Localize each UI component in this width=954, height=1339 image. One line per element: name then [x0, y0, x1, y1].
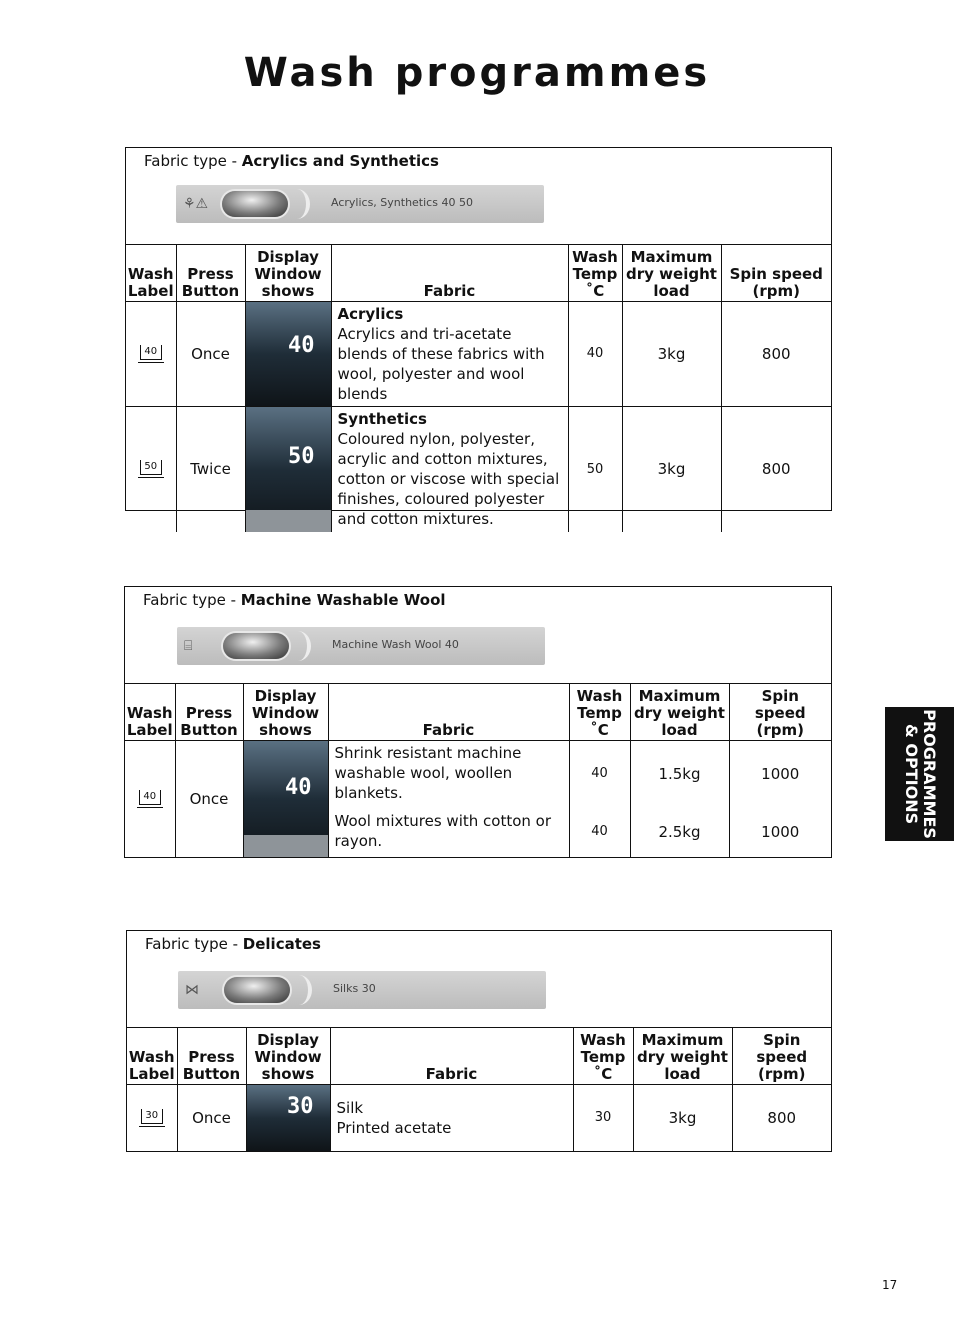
fabric-type-label: Fabric type - Delicates — [145, 935, 321, 953]
press-button-header: Press Button — [177, 1028, 246, 1084]
programme-knob-icon — [223, 633, 289, 659]
fabric-header: Fabric — [328, 684, 569, 740]
display-window-image: 50 — [246, 407, 331, 533]
acrylics-synthetics-table — [125, 147, 832, 528]
temp-cell: 30 — [573, 1084, 633, 1151]
temp-cell: 50 — [568, 406, 622, 532]
spin-cell: 800 — [721, 406, 831, 532]
spin-cell: 800 — [732, 1084, 831, 1151]
delicates-table — [126, 930, 832, 1152]
display-header: Display Window shows — [246, 1028, 330, 1084]
panel-label: Machine Wash Wool 40 — [332, 638, 459, 651]
wash-temp-header: Wash Temp ˚C — [573, 1028, 633, 1084]
header-row — [126, 245, 831, 301]
temp-cell: 40 40 — [569, 740, 630, 857]
section-side-tab[interactable] — [885, 707, 954, 841]
wash-label-cell — [126, 301, 176, 406]
fabric-cell: Synthetics Coloured nylon, polyester, acrylic and cotton mixtures, cotton or viscose with special finishes, coloured polyester and cotton mixtures. — [331, 406, 568, 532]
table-row — [126, 301, 831, 406]
wool-symbol-icon: ⌸ — [184, 638, 193, 654]
display-cell — [246, 1084, 330, 1151]
fabric-type-header — [126, 148, 831, 245]
wash-tub-icon: 50 — [136, 457, 166, 477]
fabric-type-header — [125, 587, 831, 684]
table-row — [125, 740, 831, 857]
display-cell — [245, 301, 331, 406]
wash-label-header: Wash Label — [126, 245, 176, 301]
press-cell: Once — [176, 301, 245, 406]
temp-cell: 40 — [568, 301, 622, 406]
press-cell: Twice — [176, 406, 245, 532]
wash-tub-icon: 30 — [137, 1106, 167, 1126]
fabric-header: Fabric — [331, 245, 568, 301]
load-cell: 3kg — [622, 301, 721, 406]
wash-tub-icon: 40 — [135, 787, 165, 807]
panel-label: Silks 30 — [333, 982, 376, 995]
page-number: 17 — [882, 1278, 898, 1292]
max-load-header: Maximum dry weight load — [622, 245, 721, 301]
load-cell: 1.5kg 2.5kg — [630, 740, 729, 857]
wash-tub-icon: 40 — [136, 342, 166, 362]
header-row — [125, 684, 831, 740]
spin-header: Spin speed (rpm) — [732, 1028, 831, 1084]
fabric-cell: Shrink resistant machine washable wool, woollen blankets. Wool mixtures with cotton or rayon. — [328, 740, 569, 857]
wash-temp-header: Wash Temp ˚C — [569, 684, 630, 740]
table-row — [127, 1084, 831, 1151]
load-cell: 3kg — [622, 406, 721, 532]
fabric-type-header — [127, 931, 831, 1028]
display-window-image: 30 — [247, 1085, 330, 1152]
wash-label-header: Wash Label — [127, 1028, 177, 1084]
press-button-header: Press Button — [175, 684, 243, 740]
press-cell: Once — [177, 1084, 246, 1151]
wash-temp-header: Wash Temp ˚C — [568, 245, 622, 301]
fabric-cell: Silk Printed acetate — [330, 1084, 573, 1151]
side-tab-line2: & OPTIONS — [902, 723, 921, 825]
acrylics-symbol-icon: ⚘⚠ — [183, 196, 209, 212]
table-row — [126, 406, 831, 532]
programme-table — [127, 1028, 831, 1151]
header-row — [127, 1028, 831, 1084]
display-header: Display Window shows — [243, 684, 328, 740]
press-button-header: Press Button — [176, 245, 245, 301]
control-panel-image — [176, 185, 544, 223]
side-tab-line1: PROGRAMMES — [920, 709, 939, 839]
wash-label-header: Wash Label — [125, 684, 175, 740]
display-cell — [243, 740, 328, 857]
spin-header: Spin speed (rpm) — [721, 245, 831, 301]
fabric-type-label: Fabric type - Machine Washable Wool — [143, 591, 446, 609]
display-window-image: 40 — [244, 741, 328, 858]
fabric-header: Fabric — [330, 1028, 573, 1084]
display-window-image: 40 — [246, 302, 331, 406]
control-panel-image — [178, 971, 546, 1009]
max-load-header: Maximum dry weight load — [633, 1028, 732, 1084]
programme-knob-icon — [224, 977, 290, 1003]
press-cell: Once — [175, 740, 243, 857]
spin-header: Spin speed (rpm) — [729, 684, 831, 740]
wash-label-cell — [125, 740, 175, 857]
spin-cell: 1000 1000 — [729, 740, 831, 857]
programme-table — [126, 245, 831, 532]
machine-washable-wool-table — [124, 586, 832, 858]
control-panel-image — [177, 627, 545, 665]
fabric-cell: Acrylics Acrylics and tri-acetate blends of these fabrics with wool, polyester and wool blends — [331, 301, 568, 406]
display-cell — [245, 406, 331, 532]
wash-label-cell — [127, 1084, 177, 1151]
fabric-type-label: Fabric type - Acrylics and Synthetics — [144, 152, 439, 170]
programme-table — [125, 684, 831, 857]
panel-label: Acrylics, Synthetics 40 50 — [331, 196, 473, 209]
load-cell: 3kg — [633, 1084, 732, 1151]
wash-label-cell — [126, 406, 176, 532]
programme-knob-icon — [222, 191, 288, 217]
silk-symbol-icon: ⋈ — [185, 982, 199, 998]
spin-cell: 800 — [721, 301, 831, 406]
max-load-header: Maximum dry weight load — [630, 684, 729, 740]
page-title: Wash programmes — [243, 50, 711, 96]
display-header: Display Window shows — [245, 245, 331, 301]
